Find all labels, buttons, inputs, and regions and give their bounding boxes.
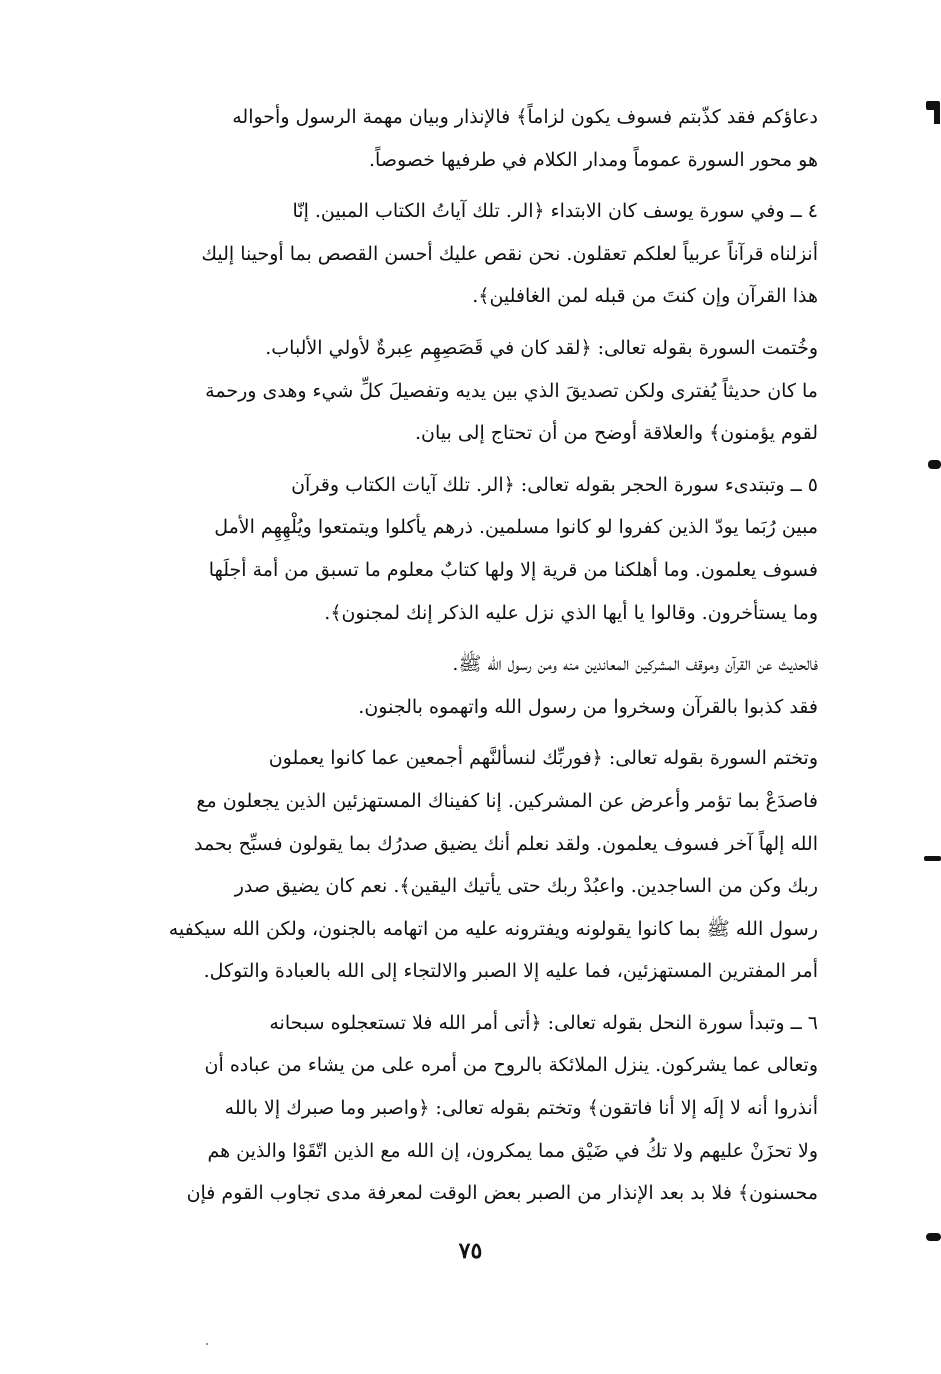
scan-speck	[206, 1343, 208, 1345]
text-line: فاصدَعْ بما تؤمر وأعرض عن المشركين. إنا كفيناك المستهزئين الذين يجعلون مع	[196, 789, 818, 812]
text-line: وتعالى عما يشركون. ينزل الملائكة بالروح من أمره على من يشاء من عباده أن	[204, 1054, 818, 1077]
text-line: أنزلناه قرآناً عربياً لعلكم تعقلون. نحن نقص عليك أحسن القصص بما أوحينا إليك	[201, 242, 818, 265]
text-line: ولا تحزَنْ عليهم ولا تكُ في ضَيْق مما يمكرون، إن الله مع الذين اتّقَوْا والذين هم	[207, 1139, 818, 1162]
text-line: الله إلهاً آخر فسوف يعلمون. ولقد نعلم أنك يضيق صدرُك بما يقولون فسبِّح بحمد	[194, 832, 818, 855]
text-line: فسوف يعلمون. وما أهلكنا من قرية إلا ولها كتابٌ معلوم ما تسبق من أمة أجلَها	[208, 558, 818, 581]
text-line: مبين رُبَما يودّ الذين كفروا لو كانوا مسلمين. ذرهم يأكلوا ويتمتعوا ويُلْهِهِم الأمل	[214, 516, 818, 539]
text-line: أمر المفترين المستهزئين، فما عليه إلا الصبر والالتجاء إلى الله بالعبادة والتوكل.	[203, 960, 818, 983]
text-line: أنذروا أنه لا إلَه إلا أنا فاتقون﴾ وتختم بقوله تعالى: ﴿واصبر وما صبرك إلا بالله	[224, 1097, 818, 1120]
body-text	[128, 96, 818, 1215]
paragraph	[128, 643, 818, 728]
margin-mark	[924, 856, 941, 861]
text-line: ٤ ــ وفي سورة يوسف كان الابتداء ﴿الر. تلك آياتُ الكتاب المبين. إنّا	[292, 200, 818, 223]
text-line: لقوم يؤمنون﴾ والعلاقة أوضح من أن تحتاج إلى بيان.	[415, 422, 818, 445]
text-line: ما كان حديثاً يُفترى ولكن تصديقَ الذي بين يديه وتفصيلَ كلِّ شيء وهدى ورحمة	[205, 379, 818, 402]
text-line: وخُتمت السورة بقوله تعالى: ﴿لقد كان في قَصَصِهِم عِبرةٌ لأولي الألباب.	[265, 336, 818, 359]
text-line: دعاؤكم فقد كذّبتم فسوف يكون لزاماً﴾ فالإنذار وبيان مهمة الرسول وأحواله	[232, 106, 818, 128]
text-line: ربك وكن من الساجدين. واعبُدْ ربك حتى يأتيك اليقين﴾. نعم كان يضيق صدر	[234, 875, 818, 898]
text-line: ٦ ــ وتبدأ سورة النحل بقوله تعالى: ﴿أتى أمر الله فلا تستعجلوه سبحانه	[269, 1011, 818, 1034]
text-line: وتختم السورة بقوله تعالى: ﴿فوربِّك لنسألنَّهم أجمعين عما كانوا يعملون	[268, 747, 818, 770]
page-number: ٧٥	[458, 1238, 483, 1264]
paragraph	[128, 327, 818, 455]
text-line: رسول الله ﷺ بما كانوا يقولونه ويفترونه عليه من اتهامه بالجنون، ولكن الله سيكفيه	[168, 917, 818, 940]
paragraph	[128, 190, 818, 318]
text-line: فالحديث عن القرآن وموقف المشركين المعاندين منه ومن رسول الله ﷺ.	[452, 653, 818, 676]
text-line: ٥ ــ وتبتدىء سورة الحجر بقوله تعالى: ﴿الر. تلك آيات الكتاب وقرآن	[291, 473, 818, 496]
text-line: فقد كذبوا بالقرآن وسخروا من رسول الله واتهموه بالجنون.	[358, 695, 818, 718]
margin-mark	[934, 104, 940, 124]
paragraph	[128, 737, 818, 993]
text-line: وما يستأخرون. وقالوا يا أيها الذي نزل عليه الذكر إنك لمجنون﴾.	[324, 601, 818, 624]
paragraph	[128, 464, 818, 634]
text-line: هذا القرآن وإن كنتَ من قبله لمن الغافلين﴾.	[472, 285, 818, 308]
paragraph	[128, 1002, 818, 1215]
text-line: هو محور السورة عموماً ومدار الكلام في طرفيها خصوصاً.	[369, 148, 818, 171]
paragraph	[128, 96, 818, 181]
margin-mark	[928, 460, 941, 469]
text-line: محسنون﴾ فلا بد بعد الإنذار من الصبر بعض الوقت لمعرفة مدى تجاوب القوم فإن	[186, 1182, 818, 1205]
